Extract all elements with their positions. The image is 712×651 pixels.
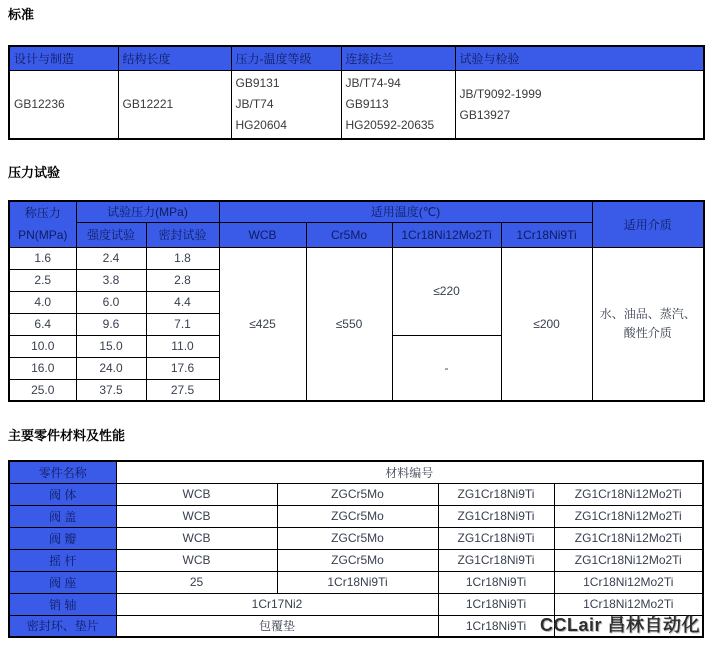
column-header-test-pressure: 试验压力(MPa) [76,201,219,222]
seal-test-value: 17.6 [146,357,219,379]
seal-test-value: 2.8 [146,269,219,291]
standard-code: JB/T9092-1999 [459,86,542,101]
standard-code: GB9113 [345,97,389,111]
column-header-nominal-pressure [9,201,76,247]
material-code: 1Cr18Ni9Ti [277,571,438,593]
temp-limit-1cr18ni12mo2ti-low: - [392,335,501,401]
material-code: 1Cr18Ni9Ti [438,615,554,637]
standard-code: GB9131 [235,76,280,90]
standard-code: GB12221 [122,97,174,111]
material-code: ZGCr5Mo [277,483,438,505]
seal-test-value: 11.0 [146,335,219,357]
seal-test-value: 27.5 [146,379,219,401]
material-code: ZG1Cr18Ni9Ti [438,527,554,549]
standard-code: HG20592-20635 [345,118,435,132]
material-code: ZG1Cr18Ni12Mo2Ti [554,505,703,527]
part-name-label: 阀 盖 [9,505,116,527]
column-header-length: 结构长度 [118,46,231,71]
nominal-pressure-value: 16.0 [9,357,76,379]
column-header-pt-rating: 压力-温度等级 [231,46,341,71]
temp-limit-cr5mo: ≤550 [306,247,392,401]
strength-test-value: 6.0 [76,291,146,313]
material-code: WCB [116,505,277,527]
nominal-pressure-label: 称压力 [24,206,61,221]
material-code: ZG1Cr18Ni12Mo2Ti [554,549,703,571]
material-row-bonnet [9,505,703,527]
part-name-label: 销 轴 [9,593,116,615]
column-header-test: 试验与检验 [455,46,704,71]
strength-test-value: 9.6 [76,313,146,335]
column-header-flange: 连接法兰 [341,46,455,71]
material-code: ZGCr5Mo [277,527,438,549]
nominal-pressure-value: 4.0 [9,291,76,313]
standard-code: GB12236 [14,97,65,111]
material-row-valve-body [9,483,703,505]
material-code: ZG1Cr18Ni12Mo2Ti [554,527,703,549]
temp-limit-wcb: ≤425 [219,247,306,401]
standards-data-row [9,71,704,140]
material-code: 1Cr18Ni9Ti [438,571,554,593]
material-code: ZG1Cr18Ni9Ti [438,483,554,505]
strength-test-value: 24.0 [76,357,146,379]
section-title-pressure-test: 压力试验 [8,165,61,180]
nominal-pressure-value: 2.5 [9,269,76,291]
temp-limit-1cr18ni9ti: ≤200 [501,247,592,401]
material-row-rocker [9,549,703,571]
applicable-medium-value: 水、油品、蒸汽、酸性介质 [592,247,704,401]
strength-test-value: 2.4 [76,247,146,269]
material-code: 1Cr18Ni9Ti [438,593,554,615]
column-header-material-wcb: WCB [219,222,306,247]
material-code: 1Cr18Ni12Mo2Ti [554,593,703,615]
cell-test-standard [455,71,704,140]
material-code: ZGCr5Mo [277,549,438,571]
standards-table [8,45,705,140]
pressure-test-table [8,200,705,402]
material-code: ZG1Cr18Ni12Mo2Ti [554,483,703,505]
standard-code: JB/T74 [235,97,274,111]
nominal-pressure-value: 1.6 [9,247,76,269]
column-header-material-cr5mo: Cr5Mo [306,222,392,247]
cell-length-standard [118,71,231,140]
seal-test-value: 1.8 [146,247,219,269]
material-code: 包覆垫 [116,615,438,637]
column-header-seal-test: 密封试验 [146,222,219,247]
pressure-row [9,247,704,269]
materials-header-row [9,461,703,483]
cell-design-standard [9,71,118,140]
seal-test-value: 7.1 [146,313,219,335]
section-title-standards: 标准 [8,7,35,22]
column-header-design: 设计与制造 [9,46,118,71]
column-header-material-1cr18ni12mo2ti: 1Cr18Ni12Mo2Ti [392,222,501,247]
material-code: 1Cr18Ni12Mo2Ti [554,571,703,593]
material-code: WCB [116,549,277,571]
pressure-header-row-1 [9,201,704,222]
column-header-part-name: 零件名称 [9,461,116,483]
strength-test-value: 15.0 [76,335,146,357]
strength-test-value: 3.8 [76,269,146,291]
material-code: 25 [116,571,277,593]
part-name-label: 摇 杆 [9,549,116,571]
column-header-applicable-temperature: 适用温度(℃) [219,201,592,222]
nominal-pressure-value: 25.0 [9,379,76,401]
material-code: 1Cr17Ni2 [116,593,438,615]
material-row-seat [9,571,703,593]
nominal-pressure-value: 6.4 [9,313,76,335]
material-code: WCB [116,527,277,549]
watermark: CCLair 昌林自动化 [540,615,701,635]
section-title-materials: 主要零件材料及性能 [8,428,126,443]
part-name-label: 阀 瓣 [9,527,116,549]
standards-header-row [9,46,704,71]
column-header-strength-test: 强度试验 [76,222,146,247]
cell-pt-rating-standard [231,71,341,140]
material-code: ZG1Cr18Ni9Ti [438,549,554,571]
part-name-label: 阀 座 [9,571,116,593]
strength-test-value: 37.5 [76,379,146,401]
column-header-material-1cr18ni9ti: 1Cr18Ni9Ti [501,222,592,247]
material-code: ZGCr5Mo [277,505,438,527]
part-name-label: 密封环、垫片 [9,615,116,637]
nominal-pressure-value: 10.0 [9,335,76,357]
material-code: ZG1Cr18Ni9Ti [438,505,554,527]
standard-code: GB13927 [459,107,511,122]
cell-flange-standard [341,71,455,140]
temp-limit-1cr18ni12mo2ti-high: ≤220 [392,247,501,335]
material-row-disc [9,527,703,549]
seal-test-value: 4.4 [146,291,219,313]
column-header-material-code: 材料编号 [116,461,703,483]
part-name-label: 阀 体 [9,483,116,505]
nominal-pressure-unit: PN(MPa) [18,228,68,243]
material-code: WCB [116,483,277,505]
column-header-applicable-medium: 适用介质 [592,201,704,247]
standard-code: JB/T74-94 [345,76,401,90]
standard-code: HG20604 [235,118,287,132]
